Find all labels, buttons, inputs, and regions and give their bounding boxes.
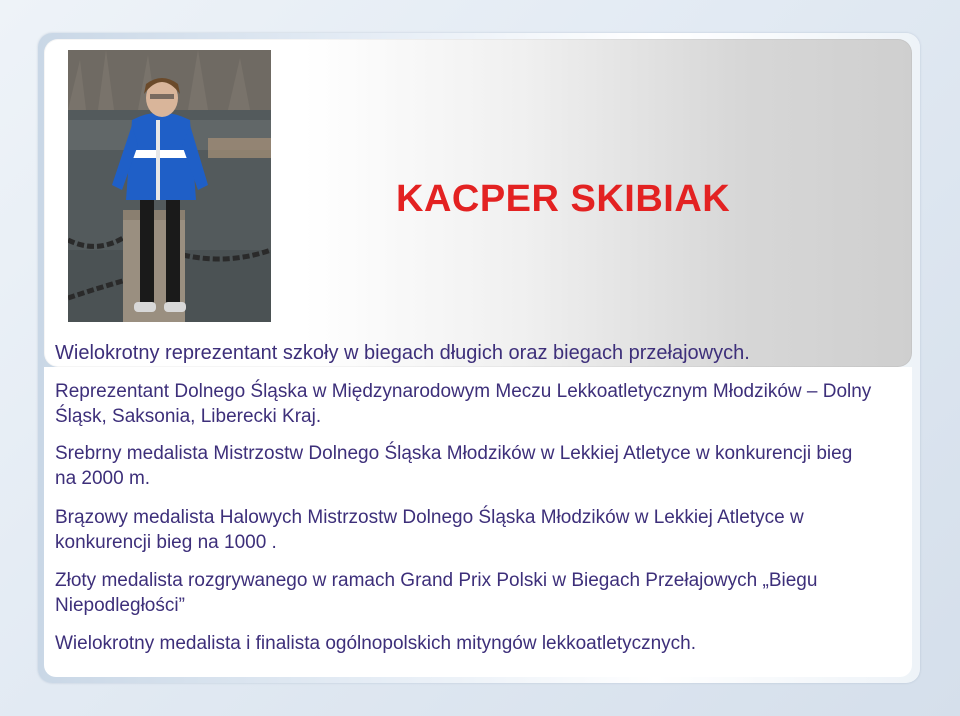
athlete-photo [68,50,271,322]
achievement-paragraph: Brązowy medalista Halowych Mistrzostw Dolnego Śląska Młodzików w Lekkiej Atletyce w konkurencji bieg na 1000 . [55,507,804,553]
achievement-paragraph: Reprezentant Dolnego Śląska w Międzynarodowym Meczu Lekkoatletycznym Młodzików – Dolny Śląsk, Saksonia, Liberecki Kraj. [55,381,872,427]
page-title: KACPER SKIBIAK [396,178,731,220]
achievement-paragraph: Srebrny medalista Mistrzostw Dolnego Śląska Młodzików w Lekkiej Atletyce w konkurencji bieg na 2000 m. [55,443,853,489]
intro-text: Wielokrotny reprezentant szkoły w biegach długich oraz biegach przełajowych. [55,342,750,364]
achievement-paragraph: Wielokrotny medalista i finalista ogólnopolskich mityngów lekkoatletycznych. [55,633,697,654]
achievement-paragraph: Złoty medalista rozgrywanego w ramach Grand Prix Polski w Biegach Przełajowych „Biegu Niepodległości” [55,570,818,616]
